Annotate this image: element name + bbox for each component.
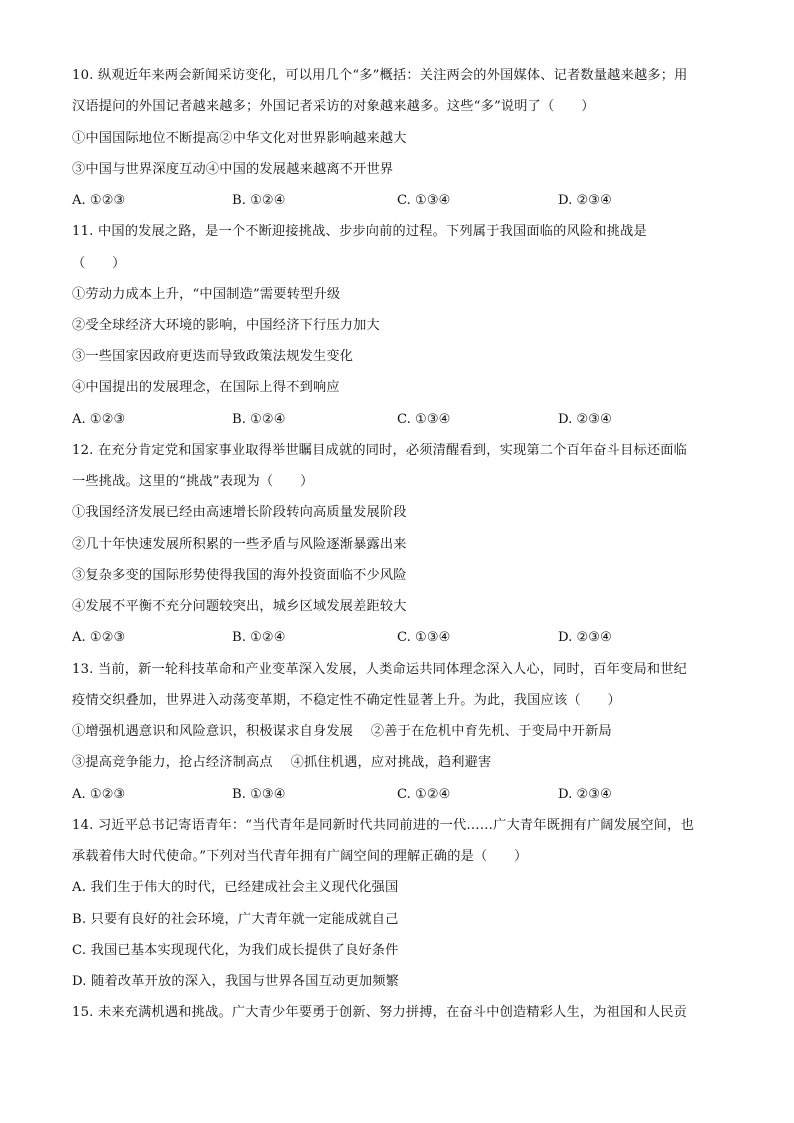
question-12-stem-line-1: 12. 在充分肯定党和国家事业取得举世瞩目成就的同时，必须清醒看到，实现第二个百年奋斗目标还面临 [72,443,688,458]
question-13-stem-line-1: 13. 当前，新一轮科技革命和产业变革深入发展，人类命运共同体理念深入人心，同时，百年变局和世纪 [72,662,688,677]
question-13-option-b[interactable]: B. ①③④ [232,787,286,802]
question-14-option-b[interactable]: B. 只要有良好的社会环境，广大青年就一定能成就自己 [72,912,399,927]
question-10-statement-line-2: ③中国与世界深度互动④中国的发展越来越离不开世界 [72,162,394,177]
question-10-option-b[interactable]: B. ①②④ [232,193,286,208]
question-14-stem-line-1: 14. 习近平总书记寄语青年：“当代青年是同新时代共同前进的一代……广大青年既拥有广阔发展空间，也 [72,818,694,833]
question-14-option-d[interactable]: D. 随着改革开放的深入，我国与世界各国互动更加频繁 [72,974,399,989]
question-11-stem-line-1: 11. 中国的发展之路，是一个不断迎接挑战、步步向前的过程。下列属于我国面临的风险和挑战是 [72,224,647,239]
question-13-option-c[interactable]: C. ①②④ [397,787,451,802]
question-12-options [72,629,712,647]
question-11-statement-3: ③一些国家因政府更迭而导致政策法规发生变化 [72,349,354,364]
question-14-stem-line-2: 承载着伟大时代使命。”下列对当代青年拥有广阔空间的理解正确的是（ ） [72,849,528,864]
question-11-options [72,411,712,429]
question-11-option-a[interactable]: A. ①②③ [72,412,126,427]
question-14-option-a[interactable]: A. 我们生于伟大的时代，已经建成社会主义现代化强国 [72,880,399,895]
question-14-option-c[interactable]: C. 我国已基本实现现代化，为我们成长提供了良好条件 [72,943,399,958]
question-13-options [72,786,712,804]
question-10-option-a[interactable]: A. ①②③ [72,193,126,208]
question-11-statement-4: ④中国提出的发展理念，在国际上得不到响应 [72,380,340,395]
question-12-stem-line-2: 一些挑战。这里的“挑战”表现为（ ） [72,474,314,489]
question-12-option-d[interactable]: D. ②③④ [558,630,612,645]
question-11-statement-1: ①劳动力成本上升，“中国制造”需要转型升级 [72,287,341,302]
question-11-option-c[interactable]: C. ①③④ [397,412,451,427]
question-11-option-d[interactable]: D. ②③④ [558,412,612,427]
question-12-statement-1: ①我国经济发展已经由高速增长阶段转向高质量发展阶段 [72,505,407,520]
question-13-statement-line-1: ①增强机遇意识和风险意识，积极谋求自身发展 ②善于在危机中育先机、于变局中开新局 [72,724,612,739]
question-12-option-c[interactable]: C. ①③④ [397,630,451,645]
question-12-statement-3: ③复杂多变的国际形势使得我国的海外投资面临不少风险 [72,568,407,583]
question-10-options [72,192,712,210]
question-10-stem-line-2: 汉语提问的外国记者越来越多；外国记者采访的对象越来越多。这些“多”说明了（ ） [72,99,595,114]
question-10-option-c[interactable]: C. ①③④ [397,193,451,208]
question-10-stem-line-1: 10. 纵观近年来两会新闻采访变化，可以用几个“多”概括：关注两会的外国媒体、记者数量越来越多；用 [72,68,688,83]
question-11-option-b[interactable]: B. ①②④ [232,412,286,427]
question-11-stem-line-2: （ ） [72,256,126,271]
question-12-option-b[interactable]: B. ①②④ [232,630,286,645]
question-13-option-a[interactable]: A. ①②③ [72,787,126,802]
question-11-statement-2: ②受全球经济大环境的影响，中国经济下行压力加大 [72,318,380,333]
question-10-statement-line-1: ①中国国际地位不断提高②中华文化对世界影响越来越大 [72,131,407,146]
question-13-statement-line-2: ③提高竞争能力，抢占经济制高点 ④抓住机遇，应对挑战，趋利避害 [72,755,492,770]
question-10-option-d[interactable]: D. ②③④ [558,193,612,208]
question-12-statement-4: ④发展不平衡不充分问题较突出，城乡区域发展差距较大 [72,599,407,614]
question-13-stem-line-2: 疫情交织叠加，世界进入动荡变革期，不稳定性不确定性显著上升。为此，我国应该（ ） [72,693,621,708]
question-15-stem-line-1: 15. 未来充满机遇和挑战。广大青少年要勇于创新、努力拼搏，在奋斗中创造精彩人生，为祖国和人民贡 [72,1005,688,1020]
question-12-option-a[interactable]: A. ①②③ [72,630,126,645]
question-12-statement-2: ②几十年快速发展所积累的一些矛盾与风险逐渐暴露出来 [72,537,407,552]
question-13-option-d[interactable]: D. ②③④ [558,787,612,802]
